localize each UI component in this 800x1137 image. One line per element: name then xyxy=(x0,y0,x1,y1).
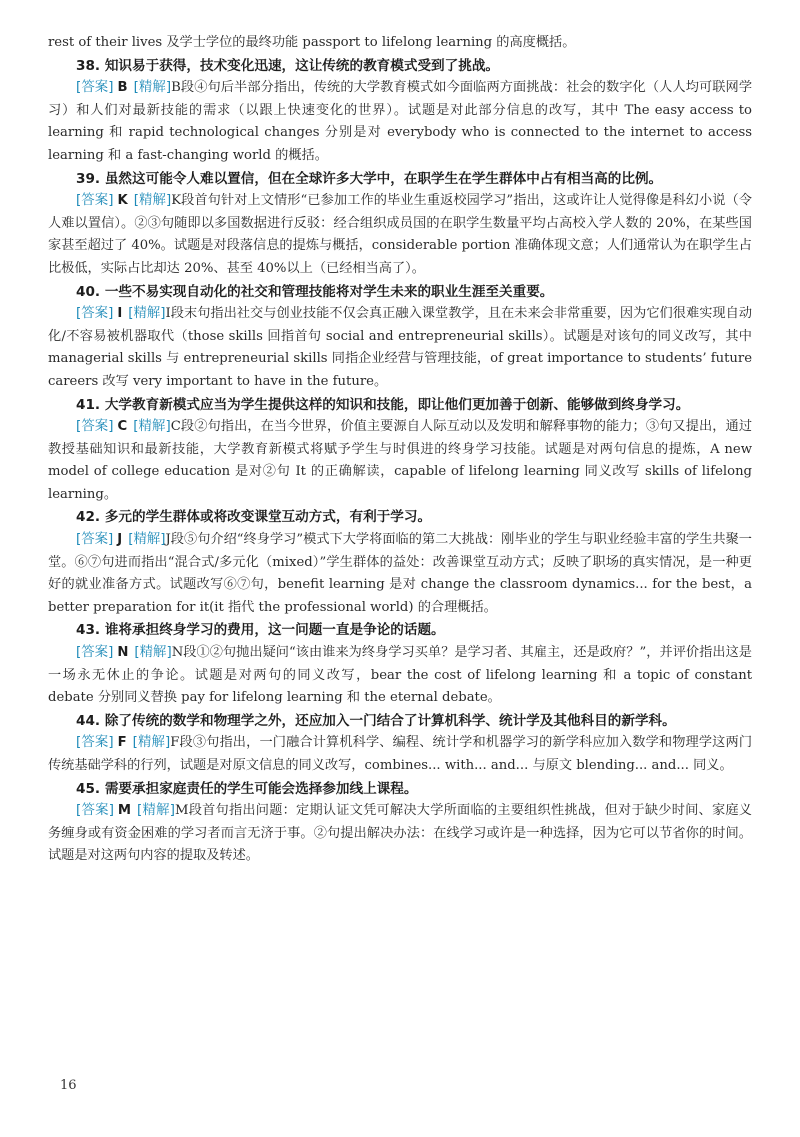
answer-letter: C xyxy=(117,419,128,435)
answer-tag: [答案] xyxy=(76,80,114,96)
analysis-text: N段①②句抛出疑问“该由谁来为终身学习买单？是学习者、其雇主，还是政府？”，并评价指出这是一场永无休止的争论。试题是对两句的同义改写，bear the cost of lifelong learning 和 a topic of constant debate 分别同义替换 pay for lifelong learning 和 the eternal debate。 xyxy=(48,645,752,706)
answer-letter: J xyxy=(117,532,123,548)
answer-paragraph xyxy=(48,190,752,280)
analysis-text: C段②句指出，在当今世界，价值主要源自人际互动以及发明和解释事物的能力；③句又提出，通过教授基础知识和最新技能，大学教育新模式将赋予学生与时俱进的终身学习技能。试题是对两句信息的提炼，A new model of college education 是对②句 It 的正确解读，capable of lifelong learning 同义改写 skills of lifelong learning。 xyxy=(48,419,753,502)
answer-letter: B xyxy=(117,80,128,96)
analysis-text: F段③句指出，一门融合计算机科学、编程、统计学和机器学习的新学科应加入数学和物理学这两门传统基础学科的行列，试题是对原文信息的同义改写，combines... with... and... 与原文 blending... and... 同义。 xyxy=(48,735,753,773)
analysis-tag: [精解] xyxy=(137,803,175,819)
question-heading: 42. 多元的学生群体或将改变课堂互动方式，有利于学习。 xyxy=(76,509,432,526)
answer-paragraph xyxy=(48,77,752,167)
question-heading: 44. 除了传统的数学和物理学之外，还应加入一门结合了计算机科学、统计学及其他科目的新学科。 xyxy=(76,712,676,729)
answer-tag: [答案] xyxy=(76,306,114,322)
analysis-text: K段首句针对上文情形“已参加工作的毕业生重返校园学习”指出，这或许让人觉得像是科幻小说（令人难以置信）。②③句随即以多国数据进行反驳：经合组织成员国的在职学生数量平均占高校入学人数的 20%，在某些国家甚至超过了 40%。试题是对段落信息的提炼与概括，considerable portion 准确体现文意；人们通常认为在职学生占比极低，实际占比却达 20%、甚至 40%以上（已经相当高了）。 xyxy=(48,193,752,276)
answer-list xyxy=(48,55,752,868)
analysis-tag: [精解] xyxy=(133,80,172,96)
analysis-text: J段⑤句介绍“终身学习”模式下大学将面临的第二大挑战：刚毕业的学生与职业经验丰富的学生共聚一堂。⑥⑦句进而指出“混合式/多元化（mixed）”学生群体的益处：改善课堂互动方式；反映了职场的真实情况，是一种更好的就业准备方式。试题改写⑥⑦句，benefit learning 是对 change the classroom dynamics... for the best，a better preparation for it(it 指代 the professional world) 的合理概括。 xyxy=(48,532,752,615)
intro-paragraph: rest of their lives 及学士学位的最终功能 passport to lifelong learning 的高度概括。 xyxy=(48,35,576,50)
answer-letter: I xyxy=(117,306,123,322)
answer-paragraph xyxy=(48,416,752,506)
answer-paragraph xyxy=(48,800,752,868)
analysis-text: B段④句后半部分指出，传统的大学教育模式如今面临两方面挑战：社会的数字化（人人均可联网学习）和人们对最新技能的需求（以跟上快速变化的世界）。试题是对此部分信息的改写，其中 The easy access to learning 和 rapid technological changes 分别是对 everybody who is connected to the internet to access learning 和 a fast-changing world 的概括。 xyxy=(48,80,753,163)
analysis-text: I段末句指出社交与创业技能不仅会真正融入课堂教学，且在未来会非常重要，因为它们很难实现自动化/不容易被机器取代（those skills 回指首句 social and entrepreneurial skills）。试题是对该句的同义改写，其中 managerial skills 与 entrepreneurial skills 同指企业经营与管理技能，of great importance to students’ future careers 改写 very important to have in the future。 xyxy=(48,306,753,389)
answer-letter: M xyxy=(117,803,132,819)
question-heading: 43. 谁将承担终身学习的费用，这一问题一直是争论的话题。 xyxy=(76,622,445,639)
analysis-text: M段首句指出问题：定期认证文凭可解决大学所面临的主要组织性挑战，但对于缺少时间、家庭义务缠身或有资金困难的学习者而言无济于事。②句提出解决办法：在线学习或许是一种选择，因为它可以节省你的时间。试题是对这两句内容的提取及转述。 xyxy=(48,803,752,864)
page-number: 16 xyxy=(60,1078,77,1093)
question-heading: 41. 大学教育新模式应当为学生提供这样的知识和技能，即让他们更加善于创新、能够做到终身学习。 xyxy=(76,396,690,413)
answer-tag: [答案] xyxy=(76,532,114,548)
answer-tag: [答案] xyxy=(76,193,114,209)
analysis-tag: [精解] xyxy=(132,735,171,751)
answer-letter: K xyxy=(117,193,128,209)
question-heading: 39. 虽然这可能令人难以置信，但在全球许多大学中，在职学生在学生群体中占有相当高的比例。 xyxy=(76,170,663,187)
analysis-tag: [精解] xyxy=(134,645,172,661)
analysis-tag: [精解] xyxy=(128,306,166,322)
question-heading: 38. 知识易于获得，技术变化迅速，这让传统的教育模式受到了挑战。 xyxy=(76,57,500,74)
answer-letter: F xyxy=(117,735,127,751)
answer-tag: [答案] xyxy=(76,735,114,751)
answer-letter: N xyxy=(117,645,129,661)
answer-tag: [答案] xyxy=(76,419,114,435)
answer-paragraph xyxy=(48,642,752,710)
answer-paragraph xyxy=(48,529,752,619)
question-heading: 45. 需要承担家庭责任的学生可能会选择参加线上课程。 xyxy=(76,780,418,797)
answer-paragraph xyxy=(48,732,752,777)
analysis-tag: [精解] xyxy=(133,193,172,209)
answer-tag: [答案] xyxy=(76,645,114,661)
question-heading: 40. 一些不易实现自动化的社交和管理技能将对学生未来的职业生涯至关重要。 xyxy=(76,283,554,300)
answer-tag: [答案] xyxy=(76,803,114,819)
analysis-tag: [精解] xyxy=(128,532,166,548)
analysis-tag: [精解] xyxy=(133,419,171,435)
answer-paragraph xyxy=(48,303,752,393)
